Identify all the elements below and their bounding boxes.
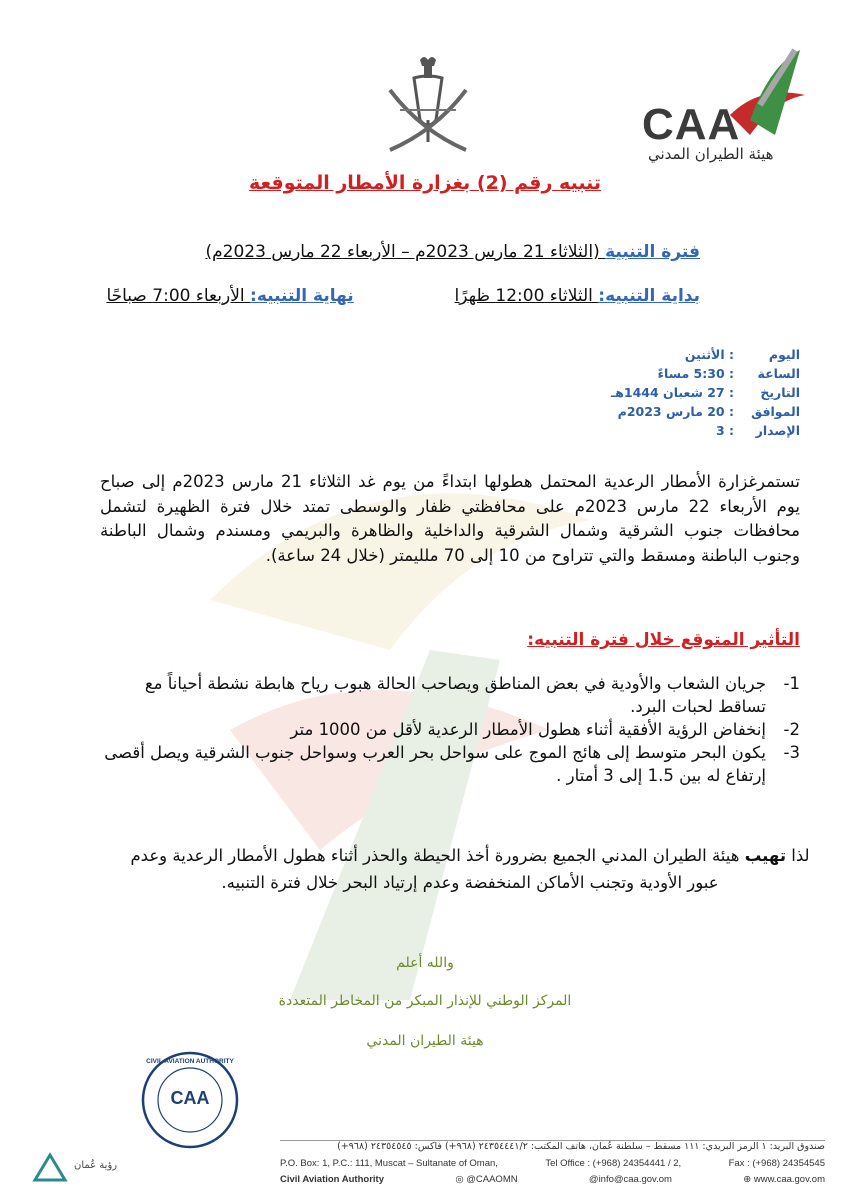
stamp-caa-text: CAA bbox=[170, 1088, 210, 1108]
footer-social[interactable]: ◎ @CAAOMN bbox=[455, 1174, 518, 1185]
meta-row: الموافق : 20 مارس 2023م bbox=[617, 404, 800, 419]
closing-line: والله أعلم bbox=[396, 955, 454, 971]
oman-vision-logo bbox=[30, 1150, 160, 1190]
footer-contact bbox=[280, 1174, 825, 1185]
alert-end-label: نهاية التنبيه: bbox=[250, 286, 354, 306]
advice-paragraph: لذا تهيب هيئة الطيران المدني الجميع بضرورة أخذ الحيطة والحذر أثناء هطول الأمطار الرعدية وعدم عبور الأودية وتجنب الأماكن المنخفضة وعدم إرتياد البحر خلال فترة التنبيه. bbox=[130, 846, 810, 892]
footer-web[interactable]: ⊕ www.caa.gov.om bbox=[743, 1174, 825, 1185]
meta-row: الساعة : 5:30 مساءً bbox=[657, 366, 800, 381]
list-item: 3- يكون البحر متوسط إلى هائج الموج على سواحل بحر العرب وسواحل جنوب الشرقية ويصل أقصى إرتفاع له بين 1.5 إلى 3 أمتار . bbox=[104, 743, 800, 785]
footer-address: P.O. Box: 1, P.C.: 111, Muscat – Sultanate of Oman, Tel Office : (+968) 24354441 / 2, Fax : (+968) 24354545 bbox=[280, 1158, 825, 1169]
caa-logo-text: CAA bbox=[642, 100, 741, 149]
stamp-text-en: CIVIL AVIATION AUTHORITY bbox=[146, 1058, 234, 1065]
impact-list bbox=[100, 672, 800, 787]
alert-description: تستمرغزارة الأمطار الرعدية المحتمل هطولها ابتداءً من يوم غد الثلاثاء 21 مارس 2023م إلى صباح يوم الأربعاء 22 مارس 2023م على محافظتي ظفار والوسطى تمتد خلال فترة الظهيرة لتشمل محافظات جنوب الشرقية وشمال الشرقية والداخلية والظاهرة والبريمي ومسندم وشمال الباطنة وجنوب الباطنة ومسقط والتي تتراوح من 10 إلى 70 ملليمتر (خلال 24 ساعة). bbox=[100, 472, 800, 565]
footer-arabic: صندوق البريد: ١ الرمز البريدي: ١١١ مسقط – سلطنة عُمان، هاتف المكتب: ٢٤٣٥٤٤٤١/٢ (٩٦٨+) فاكس: ٢٤٣٥٤٥٤٥ (٩٦٨+) bbox=[337, 1141, 825, 1152]
issue-meta bbox=[560, 345, 800, 440]
alert-times bbox=[100, 286, 700, 306]
vision-text: رؤية عُمان bbox=[74, 1160, 118, 1171]
list-item: 2- إنخفاض الرؤية الأفقية أثناء هطول الأمطار الرعدية لأقل من 1000 متر bbox=[290, 720, 800, 739]
impact-heading: التأثير المتوقع خلال فترة التنبيه: bbox=[527, 630, 800, 650]
globe-icon: ⊕ bbox=[743, 1174, 752, 1185]
caa-logo bbox=[630, 45, 810, 165]
social-icon: ◎ bbox=[455, 1174, 464, 1185]
alert-end-value: الأربعاء 7:00 صباحًا bbox=[106, 286, 251, 306]
page-title: تنبيه رقم (2) بغزارة الأمطار المتوقعة bbox=[249, 172, 601, 194]
official-stamp bbox=[140, 1050, 240, 1150]
list-item: 1- جريان الشعاب والأودية في بعض المناطق ويصاحب الحالة هبوب رياح هابطة نشطة أحياناً مع تساقط لحبات البرد. bbox=[144, 674, 800, 716]
meta-row: اليوم : الأثنين bbox=[684, 347, 800, 362]
alert-start-label: بداية التنبيه: bbox=[598, 286, 700, 306]
meta-row: الإصدار : 3 bbox=[715, 423, 800, 438]
caa-logo-arabic: هيئة الطيران المدني bbox=[648, 145, 774, 163]
alert-period-label: فترة التنبية bbox=[605, 242, 700, 262]
meta-row: التاريخ : 27 شعبان 1444هـ bbox=[610, 385, 800, 400]
vision-icon bbox=[30, 1150, 70, 1186]
authority-name: هيئة الطيران المدني bbox=[366, 1033, 484, 1049]
alert-period-value: (الثلاثاء 21 مارس 2023م – الأربعاء 22 مارس 2023م) bbox=[205, 242, 606, 262]
footer-email[interactable]: @info@caa.gov.om bbox=[588, 1174, 672, 1185]
oman-emblem-icon bbox=[380, 50, 476, 160]
alert-period bbox=[180, 242, 700, 262]
footer-org: Civil Aviation Authority bbox=[280, 1174, 384, 1185]
alert-start-value: الثلاثاء 12:00 ظهرًا bbox=[454, 286, 599, 306]
center-name: المركز الوطني للإنذار المبكر من المخاطر المتعددة bbox=[278, 993, 572, 1009]
